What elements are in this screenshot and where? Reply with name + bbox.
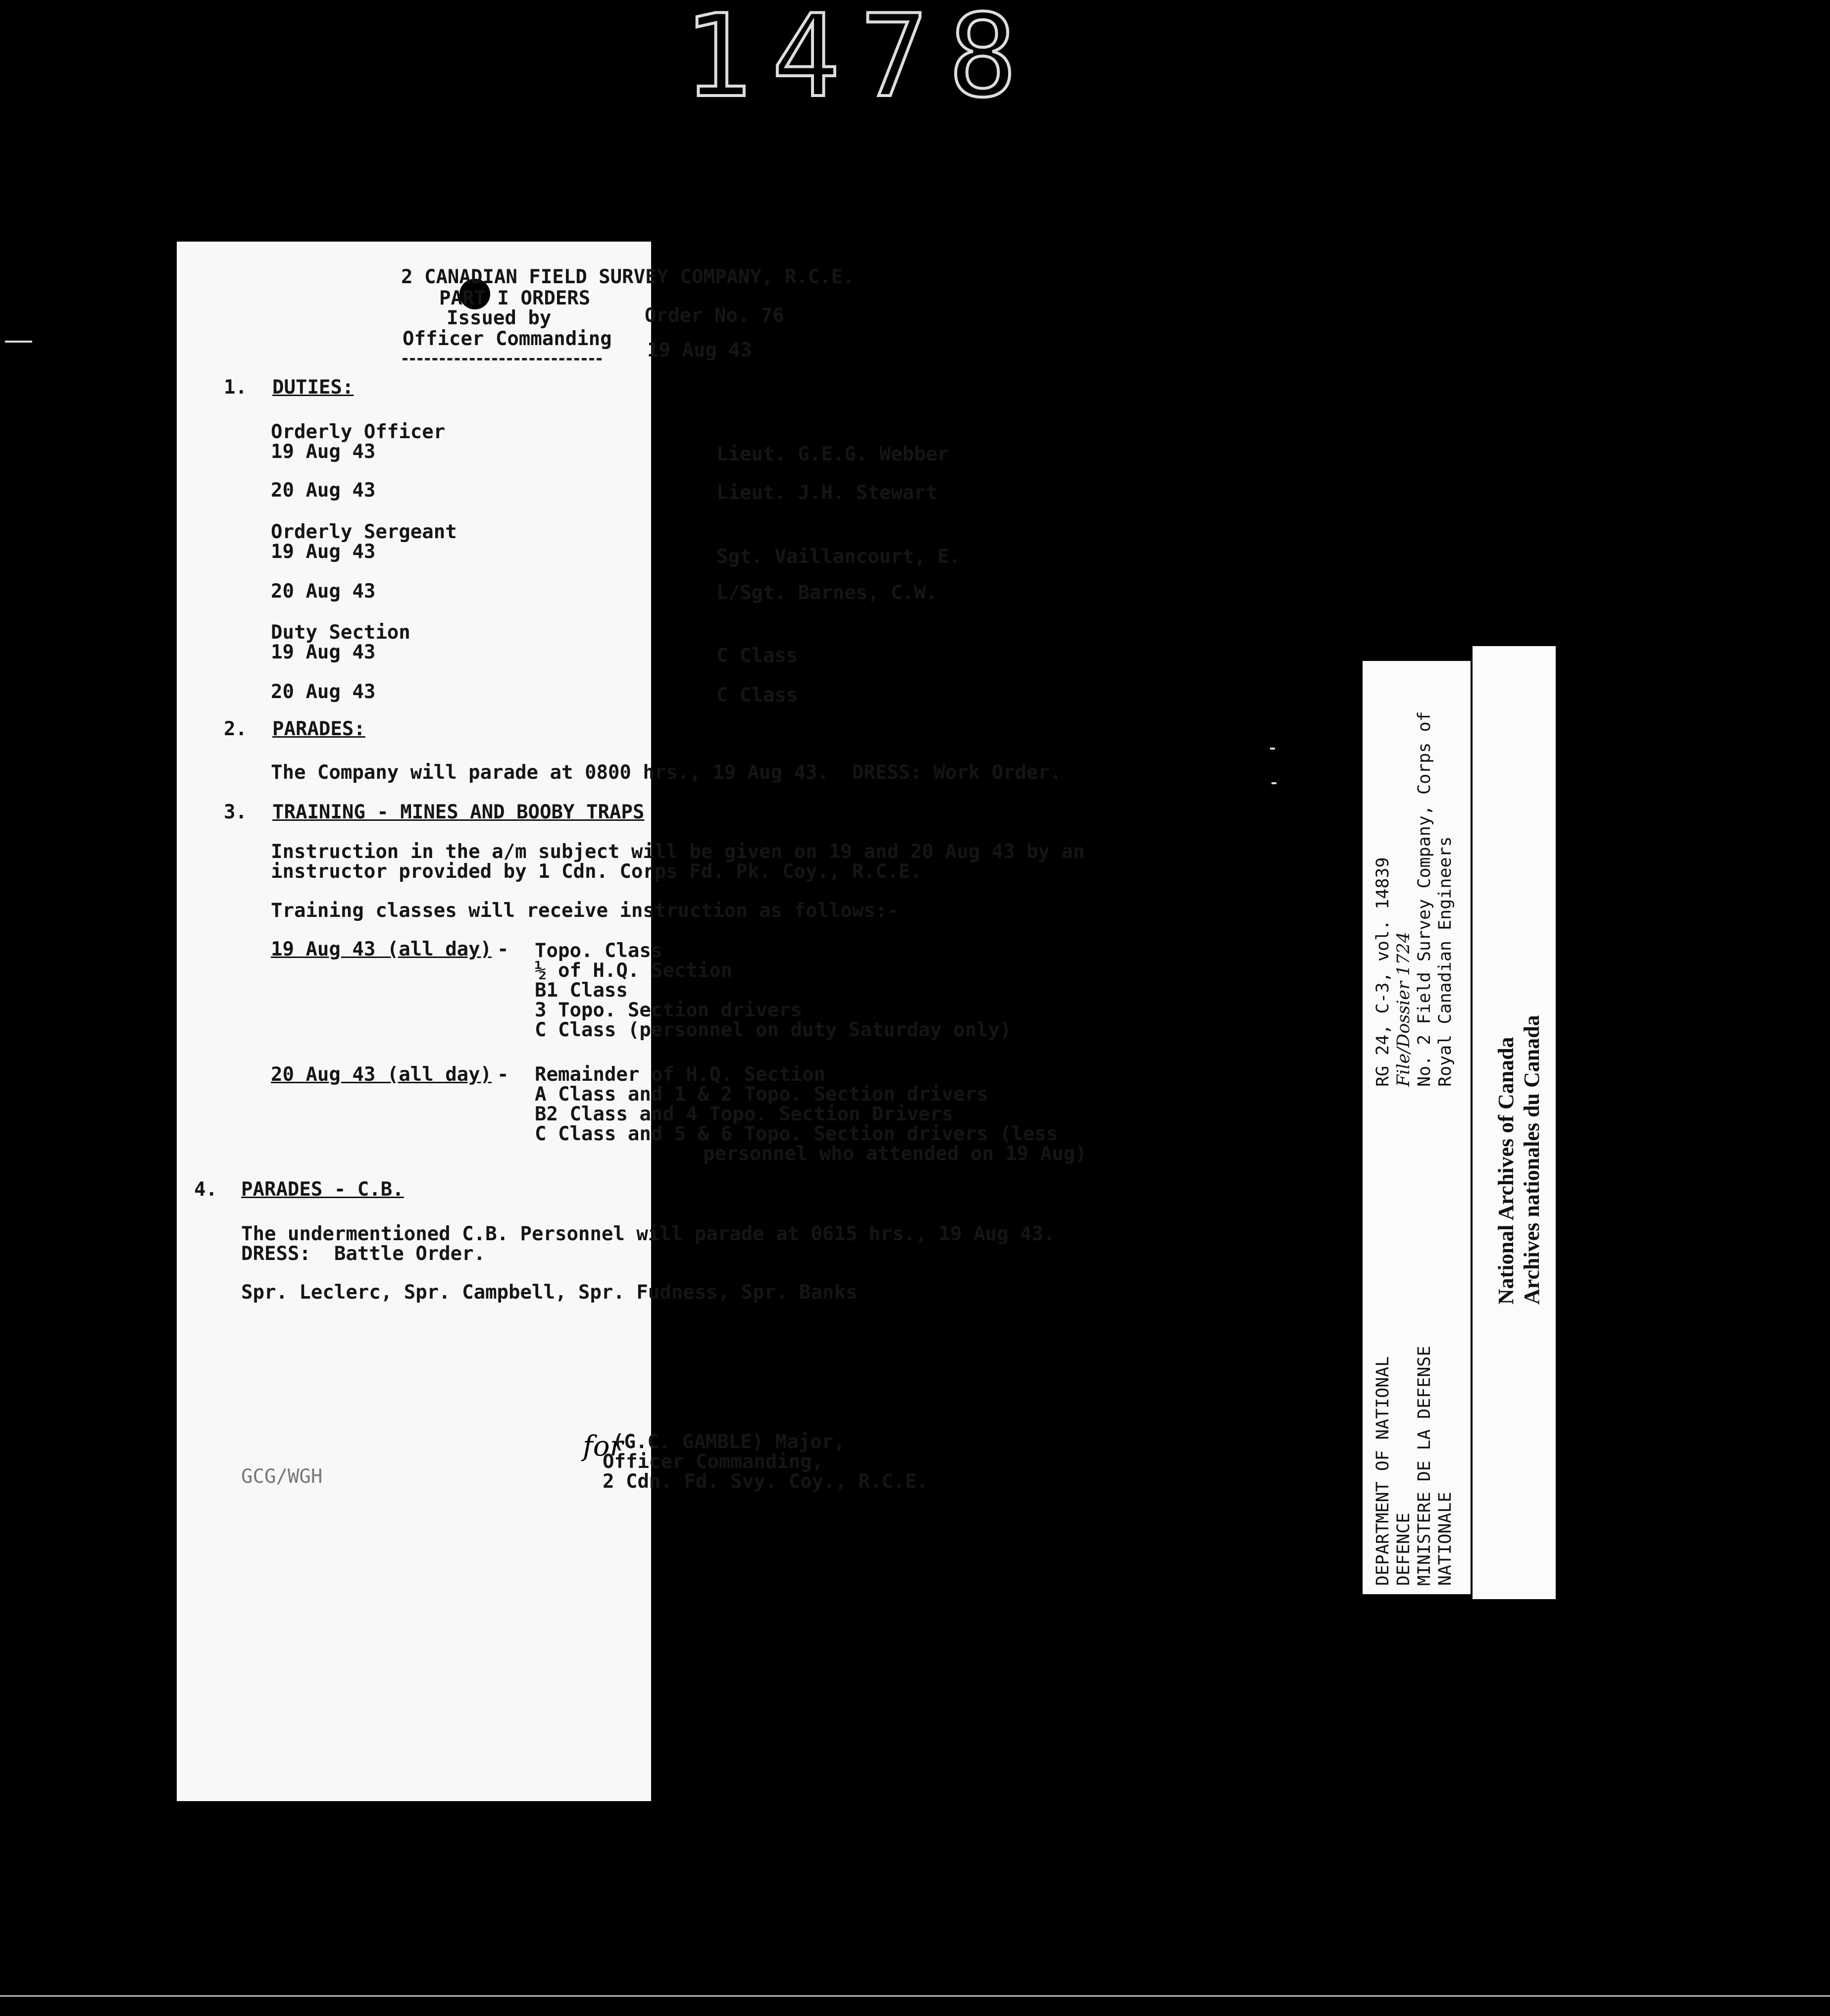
orderly-sergeant-date-2: 20 Aug 43 [271, 580, 376, 603]
archive-reference-line-1: RG 24, C-3, vol. 14839 [1373, 857, 1393, 1087]
section-1-title: DUTIES: [272, 376, 354, 399]
training-day-2-label: 20 Aug 43 (all day) [271, 1063, 492, 1086]
training-day-1-item-4: 3 Topo. Section drivers [535, 999, 803, 1021]
header-officer: Officer Commanding [403, 328, 612, 350]
film-speck [5, 341, 32, 343]
archives-name-english: National Archives of Canada [1494, 1037, 1518, 1305]
section-3-number: 3. [224, 801, 247, 823]
training-day-2-item-2: A Class and 1 & 2 Topo. Section drivers [535, 1083, 988, 1106]
training-day-1-item-1: Topo. Class [535, 940, 663, 962]
training-day-1-item-5: C Class (personnel on duty Saturday only) [535, 1019, 1012, 1041]
signature-line-2: Officer Commanding, [603, 1451, 824, 1473]
section-4-number: 4. [194, 1178, 217, 1201]
department-line-2: DEFENCE [1394, 1512, 1414, 1586]
section-3-title: TRAINING - MINES AND BOOBY TRAPS [272, 801, 645, 823]
training-day-1-item-2: ½ of H.Q. Section [535, 959, 733, 982]
order-date: 19 Aug 43 [647, 339, 752, 361]
section-4-line-1: The undermentioned C.B. Personnel will parade at 0615 hrs., 19 Aug 43. [241, 1223, 1055, 1245]
training-day-2-item-1: Remainder of H.Q. Section [535, 1063, 825, 1086]
handwritten-csm-note: (to be detailed by CSM) [744, 947, 1026, 974]
header-part: PART I ORDERS [439, 287, 591, 309]
orderly-sergeant-label: Orderly Sergeant [271, 521, 457, 543]
handwritten-signature: T C Keefe Capt [664, 1383, 930, 1423]
archive-name-strip [1471, 646, 1556, 1599]
training-day-2-item-5: personnel who attended on 19 Aug) [703, 1143, 1087, 1165]
signature-line-1: (G.C. GAMBLE) Major, [612, 1431, 845, 1453]
orderly-officer-date-1: 19 Aug 43 [271, 441, 376, 463]
section-3-para-1-line-2: instructor provided by 1 Cdn. Corps Fd. Pk. Coy., R.C.E. [271, 860, 922, 883]
orderly-sergeant-date-1: 19 Aug 43 [271, 541, 376, 563]
signature-for: for [583, 1430, 623, 1462]
archive-reference-line-3: No. 2 Field Survey Company, Corps of [1415, 711, 1434, 1087]
orderly-officer-name-2: Lieut. J.H. Stewart [716, 482, 938, 504]
duty-section-name-1: C Class [716, 645, 798, 667]
training-day-1-item-3: B1 Class [535, 979, 628, 1002]
archive-reference-line-2: File/Dossier 1724 [1394, 931, 1414, 1087]
training-day-2-item-4: C Class and 5 & 6 Topo. Section drivers (less [535, 1123, 1058, 1145]
duty-section-date-2: 20 Aug 43 [271, 681, 376, 703]
orderly-sergeant-name-1: Sgt. Vaillancourt, E. [716, 546, 961, 568]
document-initials: GCG/WGH [241, 1465, 323, 1488]
header-issued: Issued by [447, 307, 552, 329]
archive-reference-line-4: Royal Canadian Engineers [1435, 836, 1455, 1087]
section-2-number: 2. [224, 718, 247, 740]
orderly-sergeant-name-2: L/Sgt. Barnes, C.W. [716, 582, 938, 604]
training-day-2-dash: - [497, 1063, 509, 1086]
training-day-2-item-3: B2 Class and 4 Topo. Section Drivers [535, 1103, 954, 1125]
order-number: Order No. 76 [645, 304, 784, 327]
film-speck [1271, 782, 1276, 784]
section-2-title: PARADES: [272, 718, 365, 740]
film-edge-line [0, 1995, 1830, 1997]
training-day-1-dash: - [497, 938, 509, 960]
orderly-officer-date-2: 20 Aug 43 [271, 479, 376, 502]
section-4-title: PARADES - C.B. [241, 1178, 404, 1201]
section-2-text: The Company will parade at 0800 hrs., 19 Aug 43. DRESS: Work Order. [271, 761, 1062, 784]
duty-section-label: Duty Section [271, 621, 410, 644]
training-day-1-label: 19 Aug 43 (all day) [271, 938, 492, 960]
document-sheet [177, 242, 1087, 1801]
film-speck [1270, 748, 1275, 750]
section-1-number: 1. [224, 376, 247, 399]
header-unit: 2 CANADIAN FIELD SURVEY COMPANY, R.C.E. [401, 266, 855, 288]
archives-name-french: Archives nationales du Canada [1520, 1015, 1544, 1305]
department-line-3: MINISTERE DE LA DEFENSE [1415, 1346, 1434, 1586]
section-3-para-1-line-1: Instruction in the a/m subject will be given on 19 and 20 Aug 43 by an [271, 841, 1085, 863]
duty-section-name-2: C Class [716, 684, 798, 706]
orderly-officer-name-1: Lieut. G.E.G. Webber [716, 443, 949, 465]
orderly-officer-label: Orderly Officer [271, 421, 446, 443]
department-line-4: NATIONALE [1435, 1492, 1455, 1586]
duty-section-date-1: 19 Aug 43 [271, 641, 376, 663]
section-3-para-2: Training classes will receive instruction as follows:- [271, 900, 899, 922]
frame-number: 1478 [683, 0, 1037, 123]
section-4-line-3: Spr. Leclerc, Spr. Campbell, Spr. Fudness, Spr. Banks [241, 1281, 858, 1304]
department-line-1: DEPARTMENT OF NATIONAL [1373, 1356, 1393, 1586]
signature-line-3: 2 Cdn. Fd. Svy. Coy., R.C.E. [603, 1470, 928, 1493]
header-underline [403, 358, 602, 363]
section-4-line-2: DRESS: Battle Order. [241, 1243, 486, 1265]
